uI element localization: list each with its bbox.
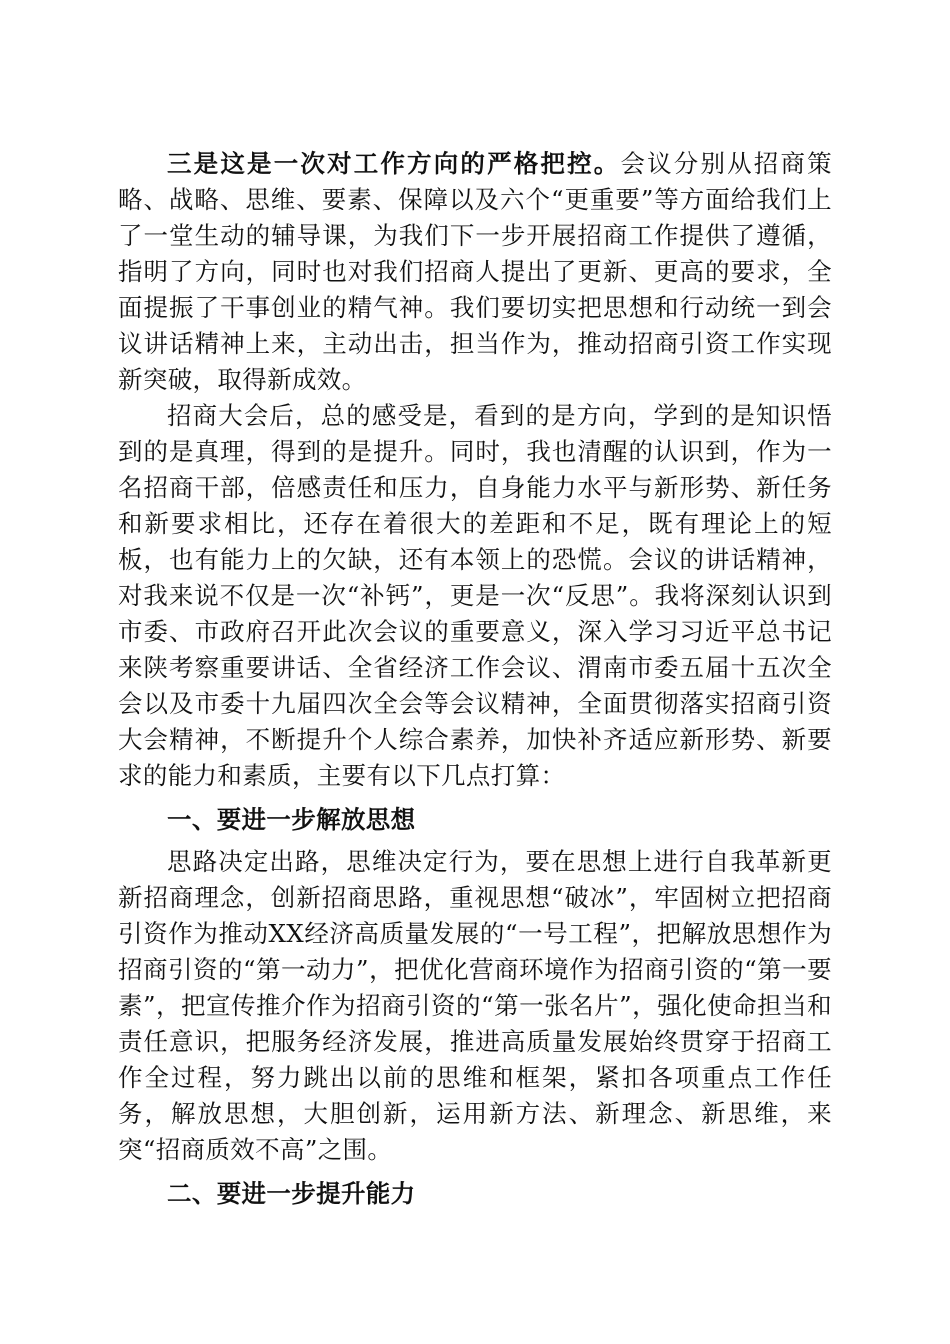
document-page: [118, 146, 832, 1218]
section-heading-2: 二、要进一步提升能力: [167, 1179, 416, 1208]
paragraph-1-lead: 三是这是一次对工作方向的严格把控。: [167, 149, 621, 178]
paragraph-3: 思路决定出路，思维决定行为，要在思想上进行自我革新更新招商理念，创新招商思路，重视思想“破冰”，牢固树立把招商引资作为推动XX经济高质量发展的“一号工程”，把解放思想作为招商引资的“第一动力”，把优化营商环境作为招商引资的“第一要素”，把宣传推介作为招商引资的“第一张名片”，强化使命担当和责任意识，把服务经济发展，推进高质量发展始终贯穿于招商工作全过程，努力跳出以前的思维和框架，紧扣各项重点工作任务，解放思想，大胆创新，运用新方法、新理念、新思维，来突“招商质效不高”之围。: [118, 847, 832, 1164]
paragraph-1: [118, 146, 832, 398]
paragraph-1-text: 会议分别从招商策略、战略、思维、要素、保障以及六个“更重要”等方面给我们上了一堂生动的辅导课，为我们下一步开展招商工作提供了遵循，指明了方向，同时也对我们招商人提出了更新、更高的要求，全面提振了干事创业的精气神。我们要切实把思想和行动统一到会议讲话精神上来，主动出击，担当作为，推动招商引资工作实现新突破，取得新成效。: [118, 149, 832, 394]
paragraph-2: 招商大会后，总的感受是，看到的是方向，学到的是知识悟到的是真理，得到的是提升。同时，我也清醒的认识到，作为一名招商干部，倍感责任和压力，自身能力水平与新形势、新任务和新要求相比，还存在着很大的差距和不足，既有理论上的短板，也有能力上的欠缺，还有本领上的恐慌。会议的讲话精神，对我来说不仅是一次“补钙”，更是一次“反思”。我将深刻认识到市委、市政府召开此次会议的重要意义，深入学习习近平总书记来陕考察重要讲话、全省经济工作会议、渭南市委五届十五次全会以及市委十九届四次全会等会议精神，全面贯彻落实招商引资大会精神，不断提升个人综合素养，加快补齐适应新形势、新要求的能力和素质，主要有以下几点打算：: [118, 401, 832, 790]
section-heading-1: 一、要进一步解放思想: [167, 805, 416, 834]
